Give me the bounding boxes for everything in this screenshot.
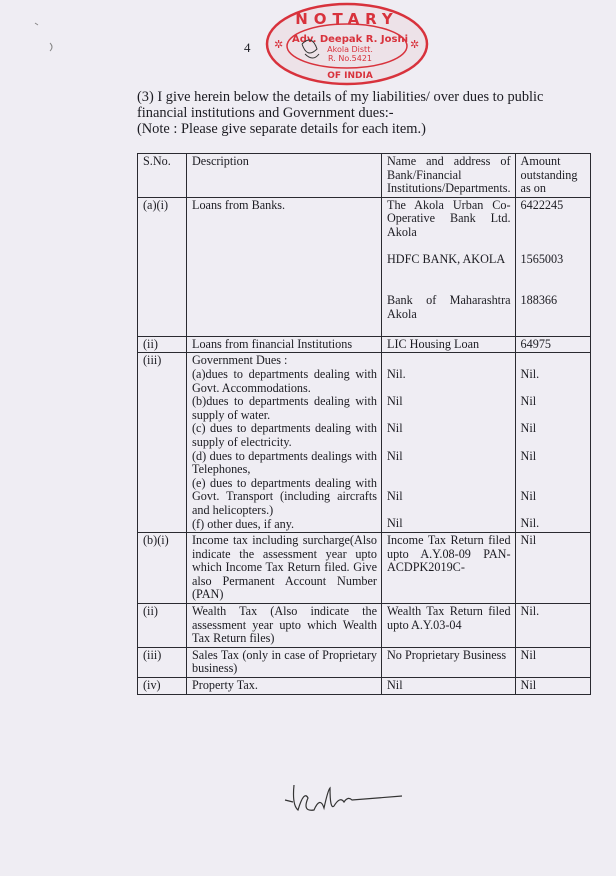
table-row: [138, 604, 591, 648]
row-description: Loans from Banks.: [192, 197, 286, 212]
row-description: Sales Tax (only in case of Proprietary business): [192, 647, 377, 676]
row-sno: (ii): [138, 336, 187, 353]
row-amount: Nil: [520, 448, 537, 463]
page-number: 4: [244, 40, 251, 55]
row-institution-cell: [382, 353, 516, 533]
row-institution-cell: [382, 197, 516, 336]
row-description: (c) dues to departments dealing with supply of electricity.: [192, 421, 377, 449]
row-description-cell: [187, 678, 382, 695]
row-institution: The Akola Urban Co-Operative Bank Ltd. Akola: [387, 197, 511, 239]
stamp-title: NOTARY: [295, 10, 399, 28]
row-institution: Bank of Maharashtra Akola: [387, 292, 511, 321]
row-institution-cell: [382, 678, 516, 695]
column-header: Description: [187, 154, 382, 198]
row-institution: Nil: [387, 678, 403, 693]
row-amount: Nil: [520, 533, 537, 548]
row-amount-cell: [515, 197, 590, 336]
row-institution: No Proprietary Business: [387, 647, 507, 662]
row-institution-cell: [382, 533, 516, 604]
svg-text:✲: ✲: [274, 39, 284, 51]
row-description-cell: [187, 353, 382, 533]
row-institution: Nil: [387, 448, 403, 463]
row-institution: Nil: [387, 421, 403, 436]
row-institution: Nil: [387, 516, 403, 531]
row-description: Wealth Tax (Also indicate the assessment year upto which Wealth Tax Return files): [192, 604, 377, 646]
row-description: Loans from financial Institutions: [192, 336, 353, 351]
row-sno: (b)(i): [138, 533, 187, 604]
row-amount: Nil: [520, 421, 537, 436]
row-institution: Nil: [387, 489, 403, 504]
row-sno: (iii): [138, 647, 187, 677]
stamp-name: Adv. Deepak R. Joshi: [291, 34, 409, 45]
row-amount-cell: [515, 678, 590, 695]
row-amount: Nil.: [520, 516, 540, 531]
intro-text: [137, 89, 557, 137]
row-amount: Nil: [520, 678, 537, 693]
row-description-cell: [187, 197, 382, 336]
row-amount: Nil: [520, 489, 537, 504]
row-description: (a)dues to departments dealing with Govt. Accommodations.: [192, 366, 377, 395]
row-sno: (iv): [138, 678, 187, 695]
table-row: [138, 533, 591, 604]
column-header: Name and address of Bank/Financial Institutions/Departments.: [382, 154, 516, 198]
row-amount: 6422245: [520, 197, 564, 212]
row-amount: Nil: [520, 647, 537, 662]
stamp-bottom: OF INDIA: [327, 71, 373, 81]
row-institution: Nil: [387, 394, 403, 409]
row-institution-cell: [382, 604, 516, 648]
row-description: Income tax including surcharge(Also indicate the assessment year upto which Income Tax Return filed. Give also Permanent Account Number (PAN): [192, 533, 377, 602]
row-sno: (a)(i): [138, 197, 187, 336]
table-header-row: [138, 154, 591, 198]
row-amount-cell: [515, 604, 590, 648]
row-amount: 64975: [520, 336, 552, 351]
row-description: (e) dues to departments dealing with Govt. Transport (including aircrafts and helicopters.): [192, 475, 377, 517]
table-row: [138, 678, 591, 695]
row-amount: Nil: [520, 394, 537, 409]
row-institution: Nil.: [387, 366, 406, 381]
row-sno: (ii): [138, 604, 187, 648]
row-institution-cell: [382, 336, 516, 353]
stamp-district: Akola Distt.: [327, 45, 373, 54]
row-amount-cell: [515, 647, 590, 677]
svg-text:✲: ✲: [410, 39, 420, 51]
column-header: S.No.: [138, 154, 187, 198]
table-row: [138, 197, 591, 336]
row-institution: Wealth Tax Return filed upto A.Y.03-04: [387, 604, 511, 632]
row-description: Property Tax.: [192, 678, 258, 693]
liabilities-table: [137, 153, 591, 695]
row-description-cell: [187, 604, 382, 648]
row-amount-cell: [515, 353, 590, 533]
row-description-cell: [187, 533, 382, 604]
row-amount: 1565003: [520, 252, 564, 267]
row-institution: [387, 354, 511, 368]
intro-paragraph: (3) I give herein below the details of my liabilities/ over dues to public financial institutions and Government dues:-: [137, 89, 544, 121]
row-sno: (iii): [138, 353, 187, 533]
table-row: [138, 647, 591, 677]
row-amount-cell: [515, 336, 590, 353]
column-header: Amount outstanding as on: [515, 154, 590, 198]
row-institution-cell: [382, 647, 516, 677]
row-description-cell: [187, 647, 382, 677]
row-description-cell: [187, 336, 382, 353]
row-institution: HDFC BANK, AKOLA: [387, 252, 506, 267]
stamp-reg: R. No.5421: [328, 54, 372, 63]
table-row: [138, 336, 591, 353]
row-description: (b)dues to departments dealing with supply of water.: [192, 394, 377, 422]
row-description: (d) dues to departments dealings with Telephones,: [192, 448, 377, 477]
row-description: Government Dues :: [192, 353, 288, 368]
notary-stamp: [262, 2, 432, 88]
table-row: [138, 353, 591, 533]
row-institution: LIC Housing Loan: [387, 336, 480, 351]
scan-mark: [30, 15, 70, 55]
row-description: [192, 253, 377, 294]
row-description: (f) other dues, if any.: [192, 516, 295, 531]
intro-note: (Note : Please give separate details for each item.): [137, 121, 426, 137]
row-amount: Nil.: [520, 366, 540, 381]
row-amount: [521, 354, 586, 368]
row-amount-cell: [515, 533, 590, 604]
row-description: [192, 294, 377, 335]
row-amount: 188366: [520, 292, 558, 307]
row-institution: Income Tax Return filed upto A.Y.08-09 PAN- ACDPK2019C-: [387, 533, 511, 575]
row-amount: Nil.: [520, 604, 540, 619]
signature: [280, 775, 410, 825]
